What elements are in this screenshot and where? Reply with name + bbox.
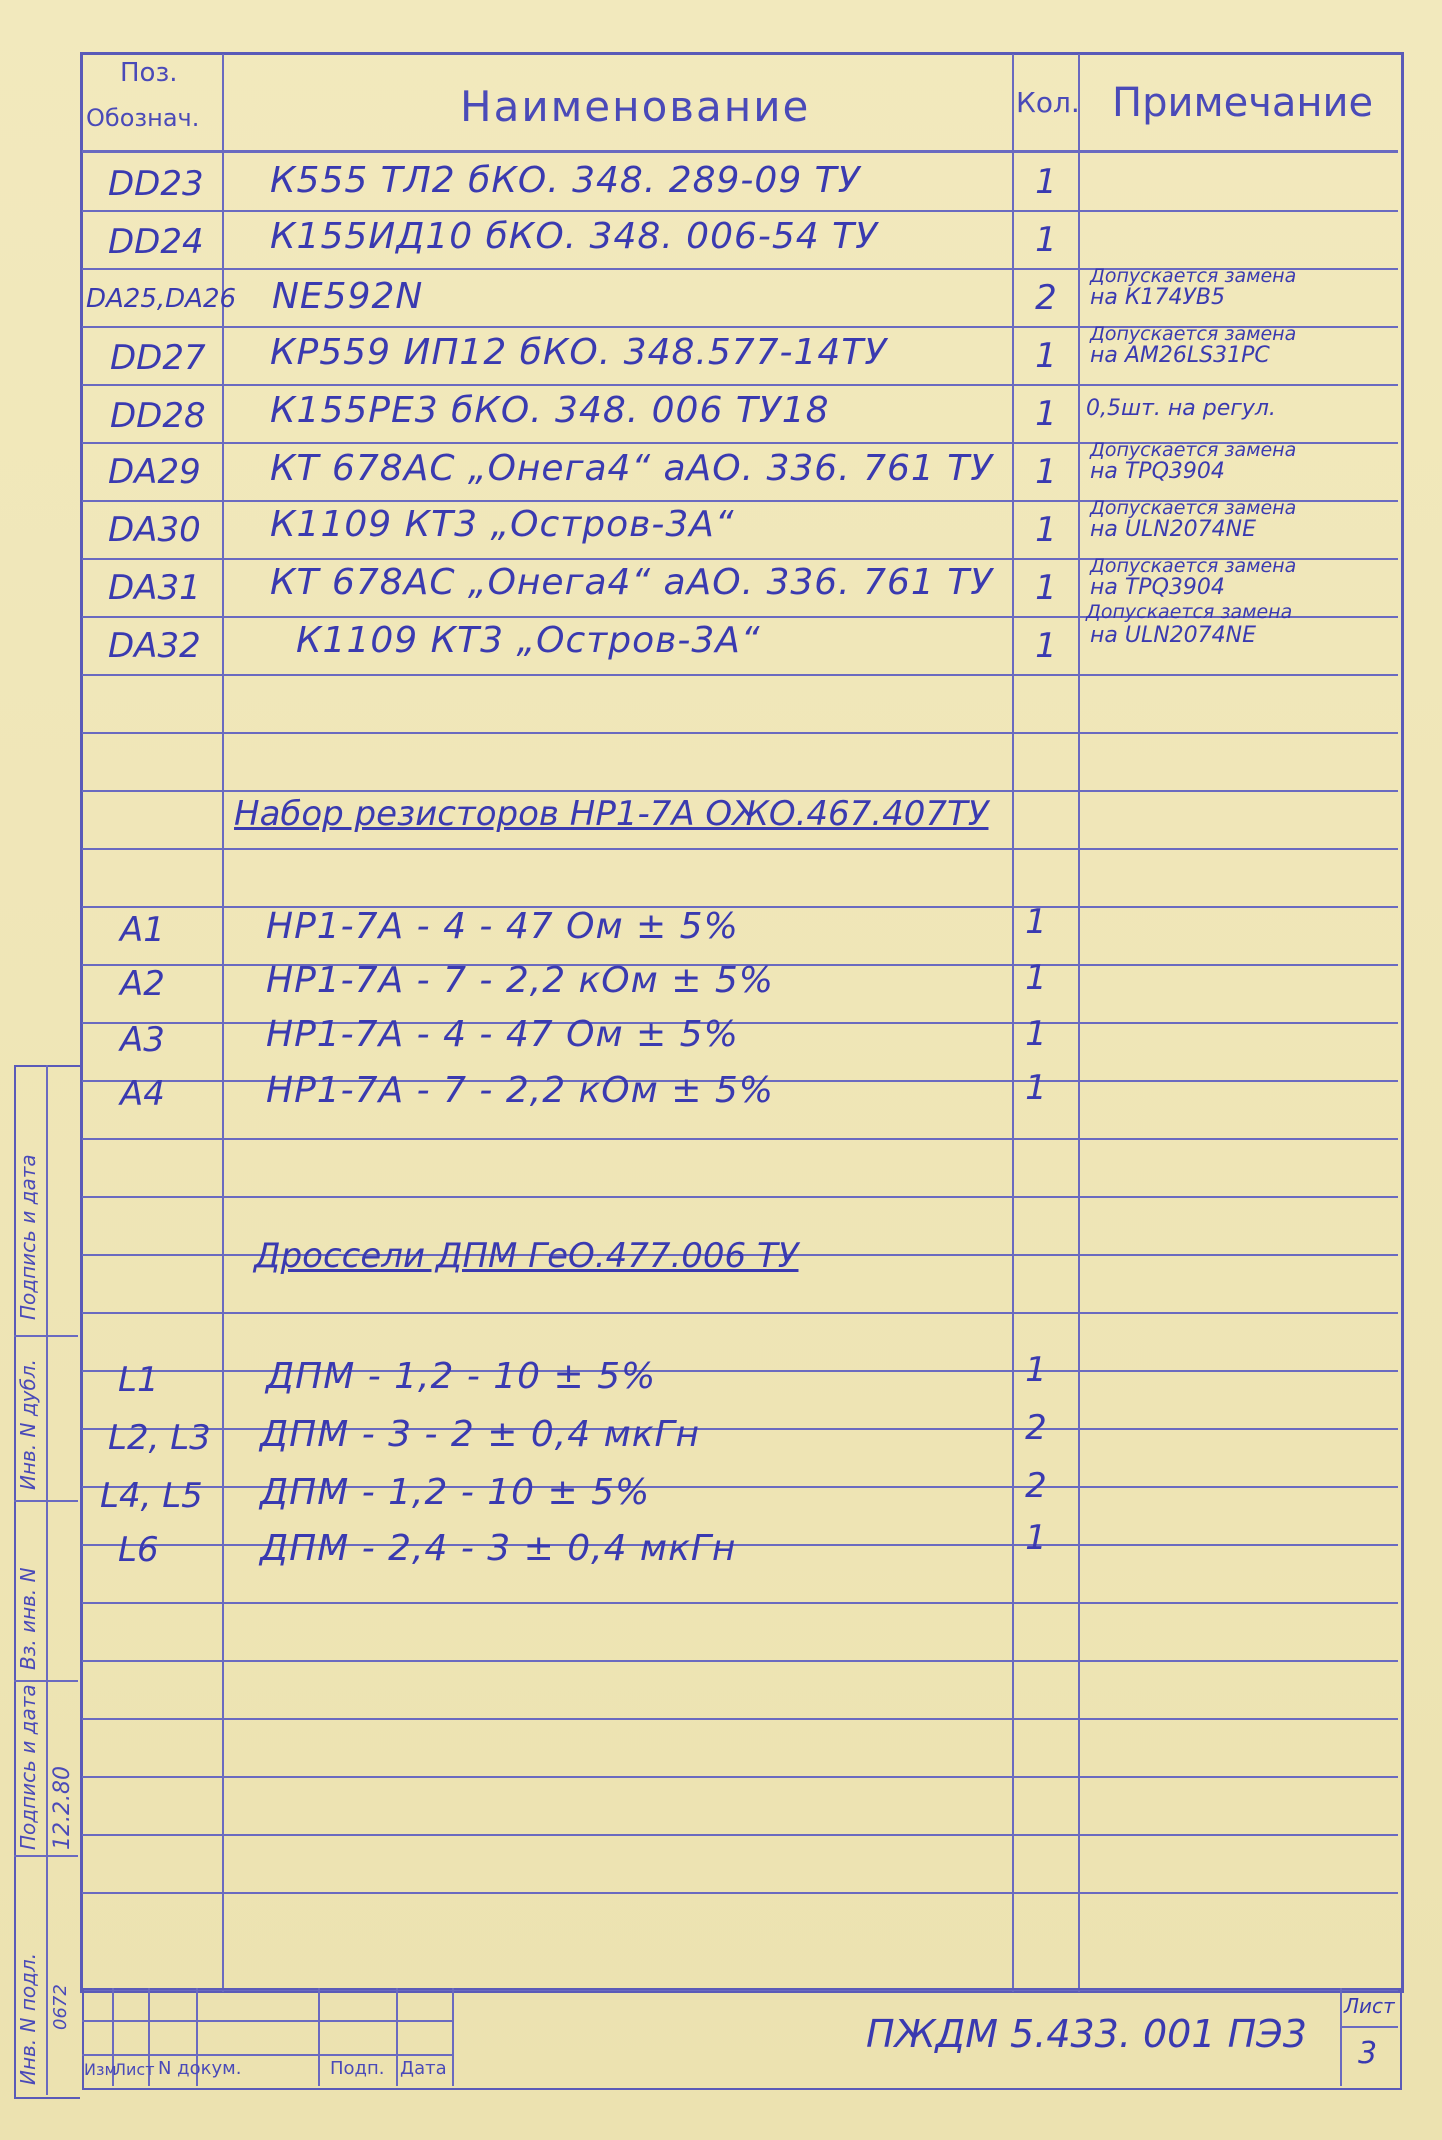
stamp-sheet-number: 3: [1358, 2036, 1378, 2071]
row-qty: 2: [1025, 1408, 1047, 1448]
row-qty: 1: [1035, 336, 1057, 376]
side-podpis-data-1: Подпись и дата: [16, 1154, 40, 1320]
row-pos: DA30: [108, 510, 201, 550]
header-note: Примечание: [1112, 80, 1374, 126]
header-name: Наименование: [460, 82, 811, 131]
row-pos: DD24: [108, 222, 204, 262]
row-qty: 1: [1025, 1068, 1047, 1108]
row-pos: L1: [118, 1360, 159, 1400]
row-pos: L2, L3: [108, 1418, 211, 1458]
row-name: ДПМ - 1,2 - 10 ± 5%: [260, 1472, 651, 1513]
row-name: К1109 КТ3 „Остров-3А“: [296, 620, 761, 661]
row-pos: DA31: [108, 568, 201, 608]
row-name: ДПМ - 2,4 - 3 ± 0,4 мкГн: [260, 1528, 737, 1569]
row-note-2: на TPQ3904: [1090, 575, 1225, 600]
row-name: К1109 КТ3 „Остров-3А“: [270, 504, 735, 545]
row-name: ДПМ - 1,2 - 10 ± 5%: [266, 1356, 657, 1397]
row-note-1: Допускается замена: [1090, 497, 1297, 519]
row-pos: L6: [118, 1530, 159, 1570]
row-pos: DD28: [110, 396, 206, 436]
row-qty: 1: [1035, 394, 1057, 434]
header-pos-line1: Поз.: [120, 58, 178, 88]
row-pos: DA25,DA26: [86, 284, 237, 314]
stamp-col-ndokum: N докум.: [158, 2058, 242, 2079]
row-note-1: Допускается замена: [1086, 601, 1293, 623]
stamp-col-list: Лист: [114, 2060, 155, 2079]
row-note-1: 0,5шт. на регул.: [1086, 396, 1276, 421]
row-note-2: на TPQ3904: [1090, 459, 1225, 484]
row-qty: 1: [1025, 1014, 1047, 1054]
section-heading-chokes: Дроссели ДПМ ГеО.477.006 ТУ: [254, 1236, 799, 1276]
row-qty: 1: [1035, 162, 1057, 202]
header-qty: Кол.: [1016, 86, 1080, 119]
side-podpis-data-2: Подпись и дата: [16, 1684, 40, 1850]
stamp-col-izm: Изм: [84, 2060, 117, 2079]
row-note-2: на К174УВ5: [1090, 285, 1225, 310]
row-name: К555 ТЛ2 бКО. 348. 289-09 ТУ: [270, 160, 861, 201]
row-pos: DA29: [108, 452, 201, 492]
row-pos: A4: [120, 1074, 165, 1114]
row-pos: A1: [120, 910, 165, 950]
row-name: К155РЕ3 бКО. 348. 006 ТУ18: [270, 390, 830, 431]
row-name: ДПМ - 3 - 2 ± 0,4 мкГн: [260, 1414, 701, 1455]
row-name: КТ 678АС „Онега4“ аАО. 336. 761 ТУ: [270, 562, 994, 603]
row-note-2: на АМ26LS31PC: [1090, 343, 1270, 368]
side-inv-podl: Инв. N подл.: [16, 1952, 40, 2085]
header-rule: [82, 150, 1398, 153]
stamp-doc-number: ПЖДМ 5.433. 001 ПЭ3: [866, 2012, 1307, 2056]
row-qty: 1: [1035, 626, 1057, 666]
row-name: НР1-7А - 7 - 2,2 кОм ± 5%: [266, 1070, 774, 1111]
row-name: НР1-7А - 4 - 47 Ом ± 5%: [266, 906, 739, 947]
side-inv-dubl: Инв. N дубл.: [16, 1359, 40, 1490]
row-name: NE592N: [272, 276, 424, 317]
row-pos: DA32: [108, 626, 201, 666]
row-qty: 1: [1035, 452, 1057, 492]
row-pos: A3: [120, 1020, 165, 1060]
row-qty: 2: [1025, 1466, 1047, 1506]
row-qty: 1: [1025, 1350, 1047, 1390]
stamp-col-data: Дата: [400, 2058, 447, 2079]
row-qty: 1: [1035, 568, 1057, 608]
side-inv-value: 0672: [50, 1984, 71, 2030]
section-heading-resistors: Набор резисторов НР1-7А ОЖО.467.407ТУ: [234, 794, 989, 834]
row-qty: 1: [1025, 902, 1047, 942]
row-note-1: Допускается замена: [1090, 555, 1297, 577]
row-note-1: Допускается замена: [1090, 323, 1297, 345]
row-name: К155ИД10 бКО. 348. 006-54 ТУ: [270, 216, 879, 257]
row-note-1: Допускается замена: [1090, 439, 1297, 461]
side-vz-inv: Вз. инв. N: [16, 1567, 40, 1670]
row-qty: 1: [1025, 1518, 1047, 1558]
row-qty: 1: [1025, 958, 1047, 998]
row-qty: 2: [1035, 278, 1057, 318]
header-pos-line2: Обознач.: [86, 104, 200, 132]
side-date-value: 12.2.80: [50, 1766, 75, 1850]
row-note-2: на ULN2074NE: [1090, 623, 1257, 648]
stamp-col-podp: Подп.: [330, 2058, 385, 2079]
row-pos: DD27: [110, 338, 206, 378]
row-pos: A2: [120, 964, 165, 1004]
row-qty: 1: [1035, 510, 1057, 550]
row-name: НР1-7А - 4 - 47 Ом ± 5%: [266, 1014, 739, 1055]
stamp-sheet-label: Лист: [1344, 1994, 1395, 2018]
row-name: КР559 ИП12 бКО. 348.577-14ТУ: [270, 332, 888, 373]
row-note-1: Допускается замена: [1090, 265, 1297, 287]
row-name: НР1-7А - 7 - 2,2 кОм ± 5%: [266, 960, 774, 1001]
row-pos: DD23: [108, 164, 204, 204]
row-note-2: на ULN2074NE: [1090, 517, 1257, 542]
row-pos: L4, L5: [100, 1476, 203, 1516]
row-qty: 1: [1035, 220, 1057, 260]
row-name: КТ 678АС „Онега4“ аАО. 336. 761 ТУ: [270, 448, 994, 489]
